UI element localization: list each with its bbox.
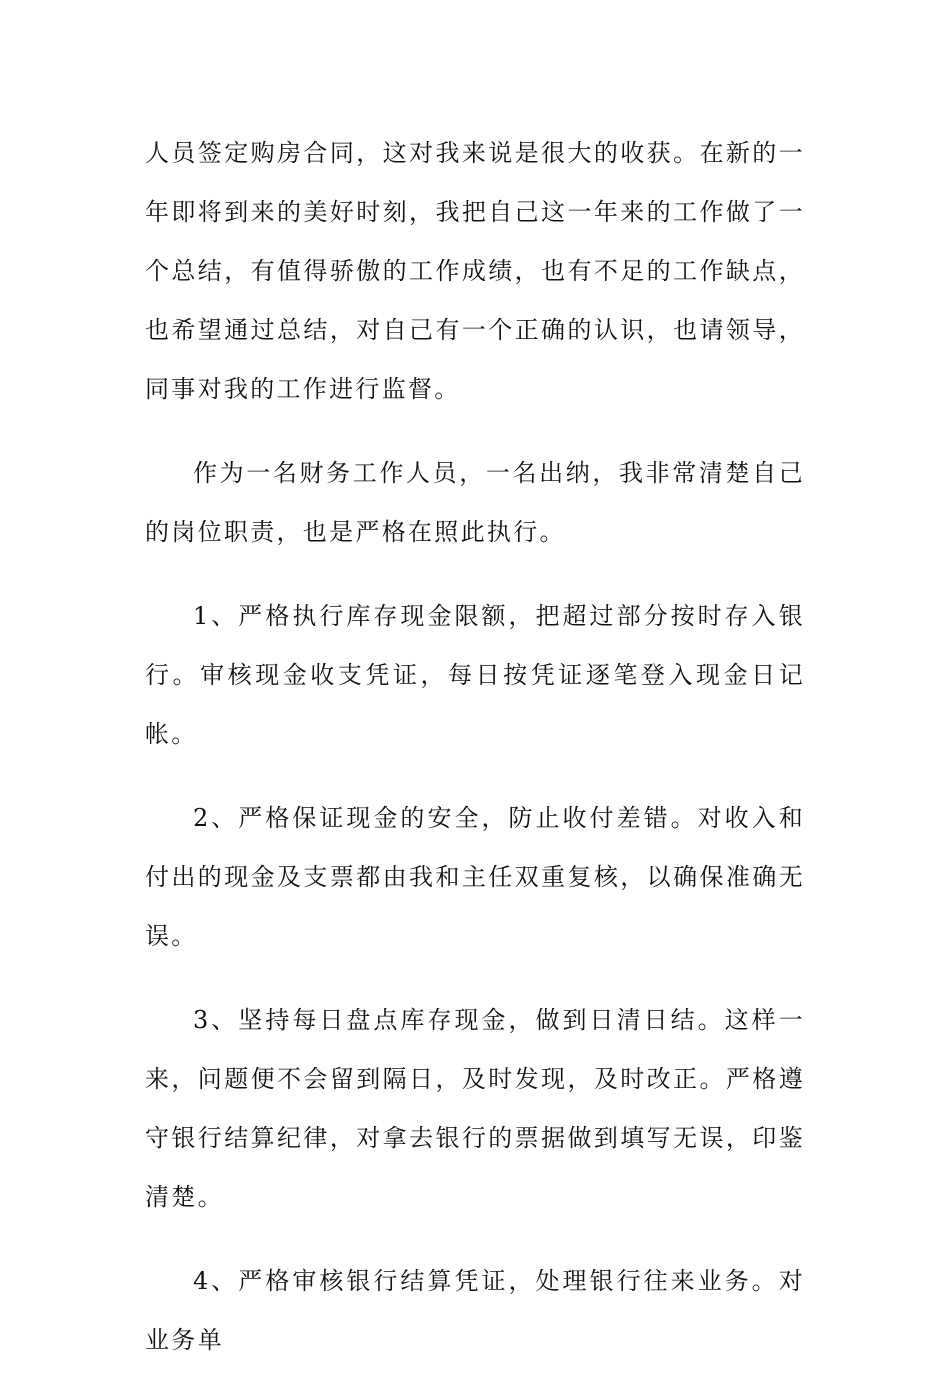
paragraph-5: 3、坚持每日盘点库存现金，做到日清日结。这样一来，问题便不会留到隔日，及时发现，及时改正。严格遵守银行结算纪律，对拿去银行的票据做到填写无误，印鉴清楚。 (145, 1006, 805, 1211)
paragraph-1: 人员签定购房合同，这对我来说是很大的收获。在新的一年即将到来的美好时刻，我把自己这一年来的工作做了一个总结，有值得骄傲的工作成绩，也有不足的工作缺点，也希望通过总结，对自己有一个正确的认识，也请领导，同事对我的工作进行监督。 (145, 139, 805, 403)
paragraph-2: 作为一名财务工作人员，一名出纳，我非常清楚自己的岗位职责，也是严格在照此执行。 (145, 459, 805, 546)
document-body (145, 124, 805, 1395)
paragraph-4: 2、严格保证现金的安全，防止收付差错。对收入和付出的现金及支票都由我和主任双重复核，以确保准确无误。 (145, 804, 805, 950)
paragraph-6: 4、严格审核银行结算凭证，处理银行往来业务。对业务单 (145, 1267, 805, 1354)
paragraph-3: 1、严格执行库存现金限额，把超过部分按时存入银行。审核现金收支凭证，每日按凭证逐笔登入现金日记帐。 (145, 602, 805, 748)
